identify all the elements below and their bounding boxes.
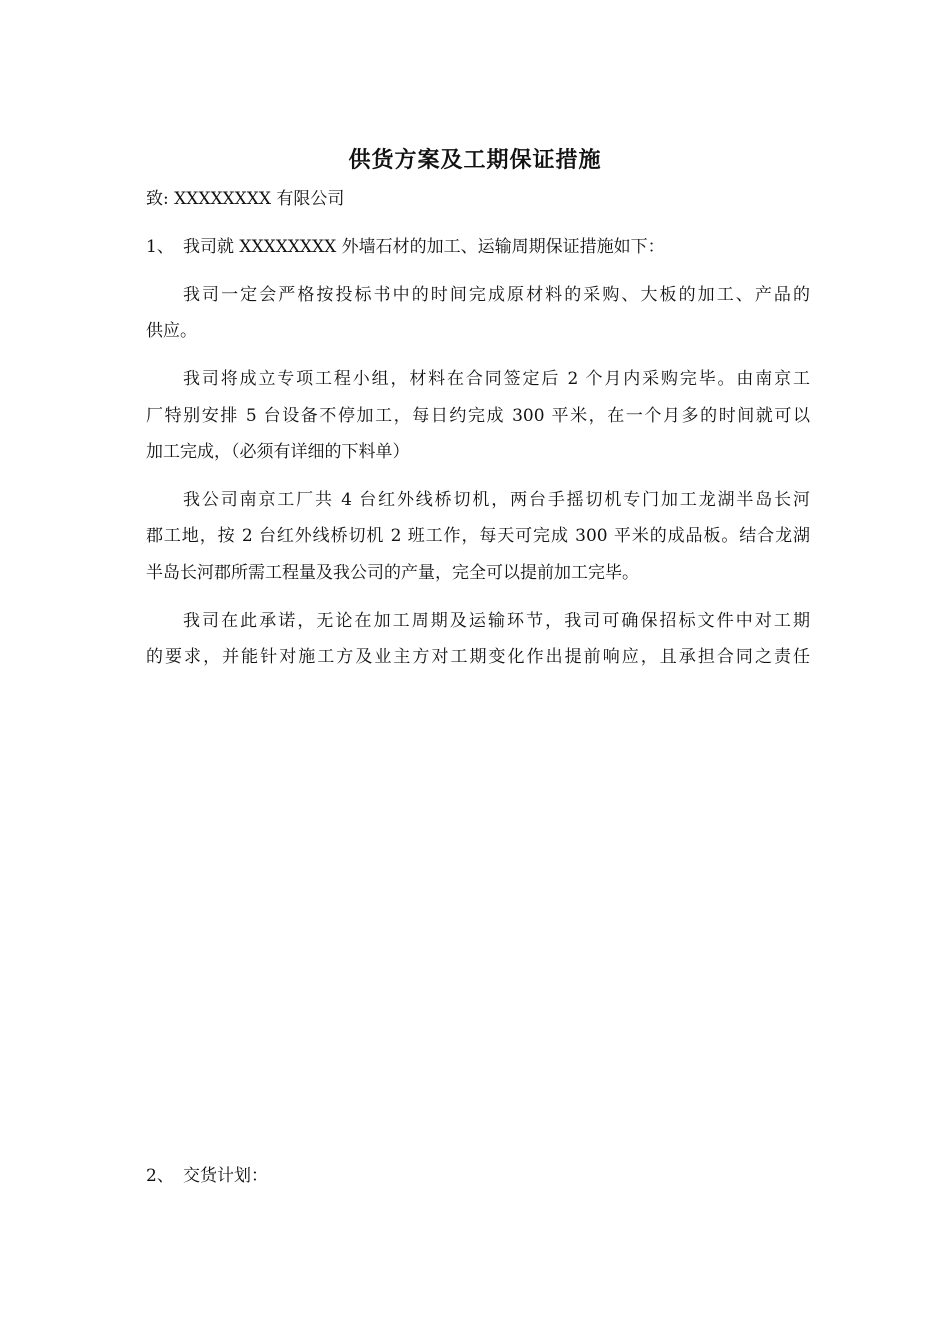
paragraph-2-line-3: 加工完成，（必须有详细的下料单） [146, 442, 410, 462]
paragraph-1-line-1: 我司一定会严格按投标书中的时间完成原材料的采购、大板的加工、产品的 [183, 285, 810, 305]
paragraph-3-line-3: 半岛长河郡所需工程量及我公司的产量，完全可以提前加工完毕。 [146, 563, 639, 583]
paragraph-2-line-1: 我司将成立专项工程小组，材料在合同签定后 2 个月内采购完毕。由南京工 [183, 369, 810, 389]
paragraph-4-line-1: 我司在此承诺，无论在加工周期及运输环节，我司可确保招标文件中对工期 [183, 611, 810, 631]
paragraph-1-line-2: 供应。 [146, 321, 197, 341]
paragraph-4-line-2: 的要求，并能针对施工方及业主方对工期变化作出提前响应，且承担合同之责任 [146, 647, 810, 667]
section-2-heading: 交货计划： [183, 1166, 268, 1186]
section-1-heading: 我司就 XXXXXXXX 外墙石材的加工、运输周期保证措施如下： [183, 237, 665, 257]
recipient-line: 致: XXXXXXXX 有限公司 [146, 189, 345, 209]
section-2-number: 2、 [146, 1166, 174, 1186]
paragraph-3-line-1: 我公司南京工厂共 4 台红外线桥切机，两台手摇切机专门加工龙湖半岛长河 [183, 490, 810, 510]
section-1-number: 1、 [146, 237, 174, 257]
paragraph-2-line-2: 厂特别安排 5 台设备不停加工，每日约完成 300 平米，在一个月多的时间就可以 [146, 406, 810, 426]
document-title: 供货方案及工期保证措施 [348, 148, 602, 173]
section-1-heading-line [146, 235, 810, 259]
section-2-heading-line [146, 1164, 810, 1188]
paragraph-3-line-2: 郡工地，按 2 台红外线桥切机 2 班工作，每天可完成 300 平米的成品板。结合龙湖 [146, 526, 810, 546]
